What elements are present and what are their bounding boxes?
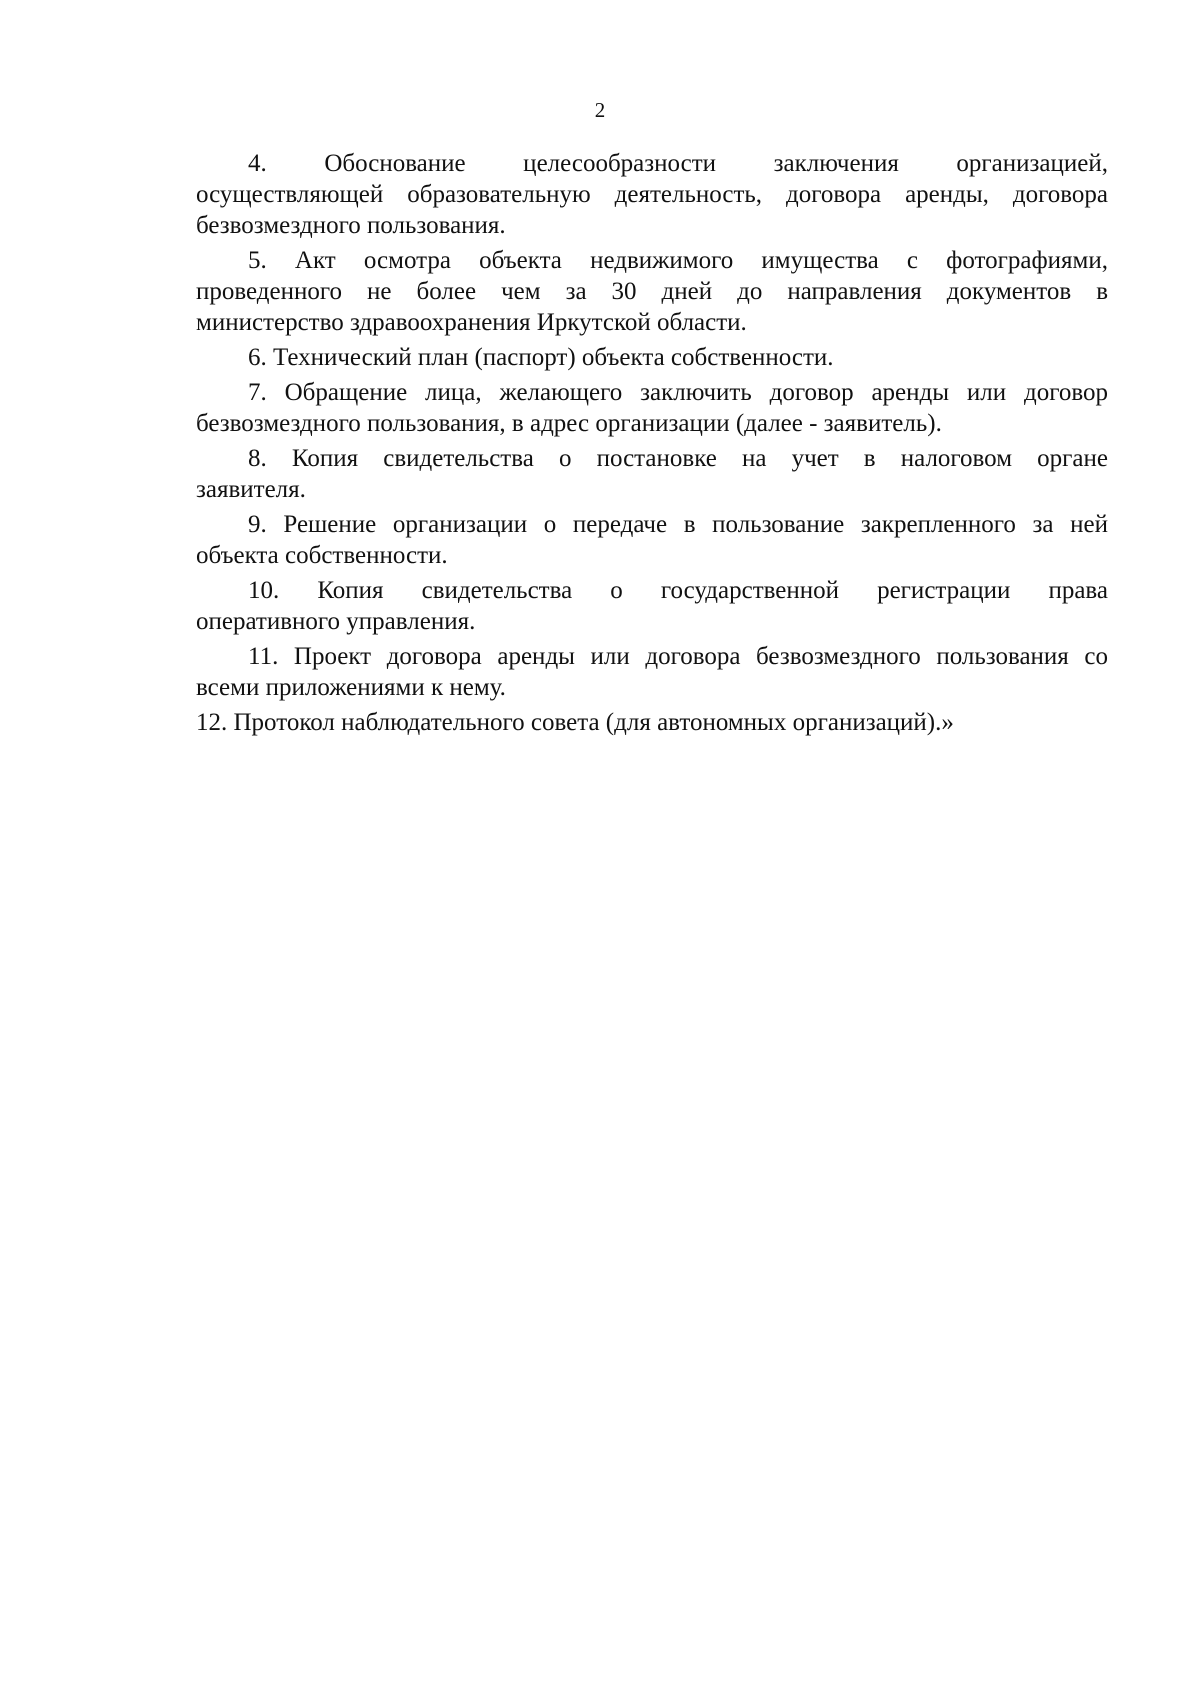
list-item-line: 9. Решение организации о передаче в пользование закрепленного за ней — [248, 511, 1108, 538]
list-item-line: всеми приложениями к нему. — [196, 674, 506, 701]
list-item-8 — [196, 443, 1108, 505]
list-item-7 — [196, 377, 1108, 439]
list-item-line: заявителя. — [196, 476, 306, 503]
list-item-line: 12. Протокол наблюдательного совета (для автономных организаций).» — [196, 709, 954, 736]
list-item-line: 11. Проект договора аренды или договора безвозмездного пользования со — [248, 643, 1108, 670]
list-item-line: 10. Копия свидетельства о государственной регистрации права — [248, 577, 1108, 604]
list-item-line: 4. Обоснование целесообразности заключения организацией, — [248, 150, 1108, 177]
list-item-line: министерство здравоохранения Иркутской области. — [196, 309, 747, 336]
list-item-line: объекта собственности. — [196, 542, 448, 569]
list-item-line: осуществляющей образовательную деятельность, договора аренды, договора — [196, 181, 1108, 208]
list-item-11 — [196, 641, 1108, 703]
list-item-9 — [196, 509, 1108, 571]
list-item-line: оперативного управления. — [196, 608, 476, 635]
list-item-4 — [196, 148, 1108, 241]
list-item-line: проведенного не более чем за 30 дней до направления документов в — [196, 278, 1108, 305]
list-item-10 — [196, 575, 1108, 637]
list-item-line: безвозмездного пользования. — [196, 212, 506, 239]
list-item-5 — [196, 245, 1108, 338]
list-item-12 — [196, 707, 1108, 738]
list-item-6 — [196, 342, 1108, 373]
list-item-line: 5. Акт осмотра объекта недвижимого имущества с фотографиями, — [248, 247, 1108, 274]
list-item-line: безвозмездного пользования, в адрес организации (далее - заявитель). — [196, 410, 942, 437]
list-item-line: 8. Копия свидетельства о постановке на учет в налоговом органе — [248, 445, 1108, 472]
list-item-line: 6. Технический план (паспорт) объекта собственности. — [248, 344, 834, 371]
list-item-line: 7. Обращение лица, желающего заключить договор аренды или договор — [248, 379, 1108, 406]
document-body — [196, 148, 1108, 742]
page-number: 2 — [594, 98, 606, 122]
